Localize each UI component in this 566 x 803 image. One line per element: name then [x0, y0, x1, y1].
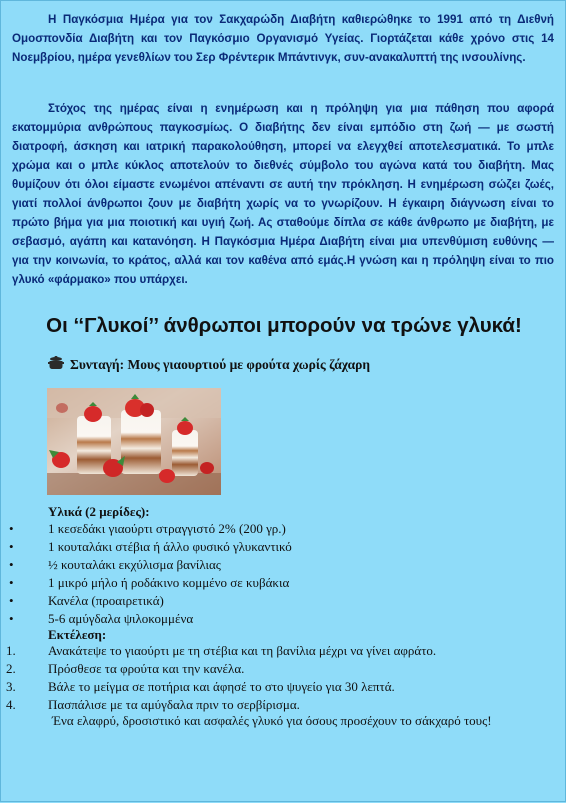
list-item: • 1 κεσεδάκι γιαούρτι στραγγιστό 2% (200 γρ.): [9, 521, 286, 536]
steps-label: Εκτέλεση:: [48, 627, 107, 642]
list-item: • 5-6 αμύγδαλα ψιλοκομμένα: [9, 611, 194, 626]
list-item: 1. Ανακάτεψε το γιαούρτι με τη στέβια και τη βανίλια μέχρι να γίνει αφράτο.: [6, 643, 437, 658]
list-item: 2. Πρόσθεσε τα φρούτα και την κανέλα.: [6, 661, 245, 676]
steps-list: [6, 642, 436, 714]
list-item: 4. Πασπάλισε με τα αμύγδαλα πριν το σερβίρισμα.: [6, 697, 300, 712]
list-item: • ½ κουταλάκι εκχύλισμα βανίλιας: [9, 557, 221, 572]
list-item: 3. Βάλε το μείγμα σε ποτήρια και άφησέ το στο ψυγείο για 30 λεπτά.: [6, 679, 395, 694]
cooking-pot-icon: [48, 356, 64, 374]
list-item: • 1 κουταλάκι στέβια ή άλλο φυσικό γλυκαντικό: [9, 539, 292, 554]
section-heading: Οι ‘‘Γλυκοί’’ άνθρωποι μπορούν να τρώνε γλυκά!: [46, 314, 522, 337]
intro-paragraph-2: Στόχος της ημέρας είναι η ενημέρωση και η πρόληψη για μια πάθηση που αφορά εκατομμύρια ανθρώπους παγκοσμίως. Ο διαβήτης δεν είναι εμπόδιο στη ζωή — με σωστή διατροφή, άσκηση και ιατρική παρακολούθηση, μπορεί να ελεγχθεί αποτελεσματικά. Το μπλε χρώμα και ο μπλε κύκλος αποτελούν το διεθνές σύμβολο του αγώνα κατά του διαβήτη. Μας θυμίζουν ότι όλοι είμαστε ενωμένοι απέναντι σε αυτή την πρόκληση. Η ενημέρωση σώζει ζωές, γιατί πολλοί άνθρωποι ζουν με διαβήτη χωρίς να το γνωρίζουν. Η έγκαιρη διάγνωση είναι το πρώτο βήμα για μια ποιοτική και υγιή ζωή. Ας σταθούμε δίπλα σε κάθε άνθρωπο με διαβήτη, με σεβασμό, αγάπη και κατανόηση. Η Παγκόσμια Ημέρα Διαβήτη είναι μια υπενθύμιση ευθύνης — για την κοινωνία, το κράτος, αλλά και τον καθένα από εμάς.Η γνώση και η πρόληψη είναι το πιο γλυκό «φάρμακο» που υπάρχει.: [12, 102, 554, 286]
list-item: • Κανέλα (προαιρετικά): [9, 593, 164, 608]
ingredients-list: [6, 520, 292, 628]
recipe-title: Συνταγή: Μους γιαουρτιού με φρούτα χωρίς ζάχαρη: [48, 356, 370, 374]
intro-paragraph-1: Η Παγκόσμια Ημέρα για τον Σακχαρώδη Διαβήτη καθιερώθηκε το 1991 από τη Διεθνή Ομοσπονδία Διαβήτη και τον Παγκόσμιο Οργανισμό Υγείας. Γιορτάζεται κάθε χρόνο στις 14 Νοεμβρίου, ημέρα γενεθλίων του Σερ Φρέντερικ Μπάντινγκ, συν-ανακαλυπτή της ινσουλίνης.: [12, 13, 554, 64]
document-page: [1, 1, 566, 803]
dessert-photo: [47, 388, 221, 495]
ingredients-label: Υλικά (2 μερίδες):: [48, 504, 150, 519]
list-item: • 1 μικρό μήλο ή ροδάκινο κομμένο σε κυβάκια: [9, 575, 290, 590]
closing-text: Ένα ελαφρύ, δροσιστικό και ασφαλές γλυκό για όσους προσέχουν το σάκχαρό τους!: [52, 713, 492, 728]
